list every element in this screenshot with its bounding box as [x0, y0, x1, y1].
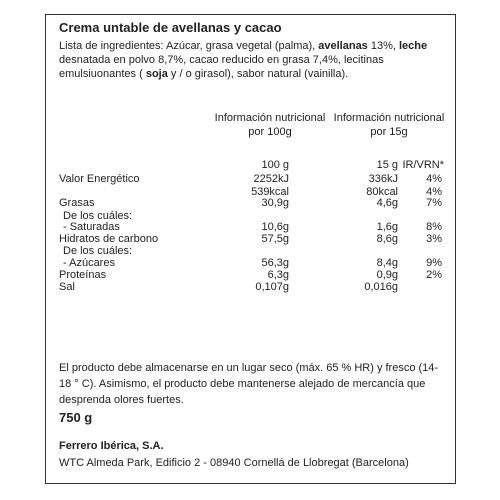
ingredients-text-4: y / o girasol), sabor natural (vainilla). — [167, 68, 349, 80]
row-value-100g: 0,107g — [255, 281, 289, 293]
row-label: - Azúcares — [63, 257, 115, 269]
row-value-100g: 30,9g — [261, 197, 289, 209]
row-value-100g: 539kcal — [251, 186, 289, 198]
row-label: Valor Energético — [59, 173, 140, 185]
subheader-ir-vrn: IR/VRN* — [402, 159, 444, 171]
row-value-100g: 6,3g — [267, 269, 289, 281]
row-ir: 4% — [426, 173, 442, 185]
row-ir: 3% — [426, 233, 442, 245]
row-label: Proteínas — [59, 269, 107, 281]
subheader-15g: 15 g — [376, 159, 398, 171]
row-label: Grasas — [59, 197, 95, 209]
header-per-15g: Información nutricional por 15g — [333, 112, 445, 138]
row-value-15g: 336kJ — [368, 173, 398, 185]
row-ir: 9% — [426, 257, 442, 269]
row-value-100g: 10,6g — [261, 221, 289, 233]
row-label: Hidratos de carbono — [59, 233, 159, 245]
net-weight: 750 g — [59, 410, 93, 425]
subheader-100g: 100 g — [261, 159, 289, 171]
ingredients-text-1: Lista de ingredientes: Azúcar, grasa vegetal (palma), — [59, 40, 319, 52]
storage-instructions: El producto debe almacenarse en un lugar seco (máx. 65 % HR) y fresco (14-18 ° C). Asimismo, el producto debe mantenerse alejado de mercancía que desprenda olores fuertes. — [59, 362, 439, 406]
row-ir: 4% — [426, 186, 442, 198]
row-value-100g: 57,5g — [261, 233, 289, 245]
row-value-15g: 8,6g — [376, 233, 398, 245]
row-ir: 2% — [426, 269, 442, 281]
ingredients-list — [59, 39, 444, 81]
header-per-100g: Información nutricional por 100g — [214, 112, 326, 138]
company-name: Ferrero Ibérica, S.A. — [59, 440, 164, 452]
ingredients-text-3: desnatada en polvo 8,7%, cacao reducido en grasa 7,4%, lecitinas emulsiuonantes ( — [59, 54, 384, 80]
row-value-15g: 8,4g — [376, 257, 398, 269]
ingredients-text-2: 13%, — [367, 40, 399, 52]
row-label: Sal — [59, 281, 75, 293]
row-ir: 8% — [426, 221, 442, 233]
row-value-15g: 1,6g — [376, 221, 398, 233]
ingredient-allergen-milk: leche — [399, 40, 428, 52]
row-ir: 7% — [426, 197, 442, 209]
row-label: De los cuáles: — [63, 210, 133, 222]
row-value-15g: 0,016g — [364, 281, 398, 293]
nutrition-label — [45, 14, 456, 484]
row-label: De los cuáles: — [63, 245, 133, 257]
company-address: WTC Almeda Park, Edificio 2 - 08940 Cornellá de Llobregat (Barcelona) — [59, 457, 409, 469]
row-value-100g: 56,3g — [261, 257, 289, 269]
row-value-100g: 2252kJ — [253, 173, 289, 185]
row-value-15g: 80kcal — [366, 186, 398, 198]
row-value-15g: 4,6g — [376, 197, 398, 209]
ingredient-allergen-hazelnut: avellanas — [318, 40, 368, 52]
row-label: - Saturadas — [63, 221, 120, 233]
row-value-15g: 0,9g — [376, 269, 398, 281]
ingredient-allergen-soy: soja — [145, 68, 168, 80]
product-title: Crema untable de avellanas y cacao — [59, 20, 282, 35]
